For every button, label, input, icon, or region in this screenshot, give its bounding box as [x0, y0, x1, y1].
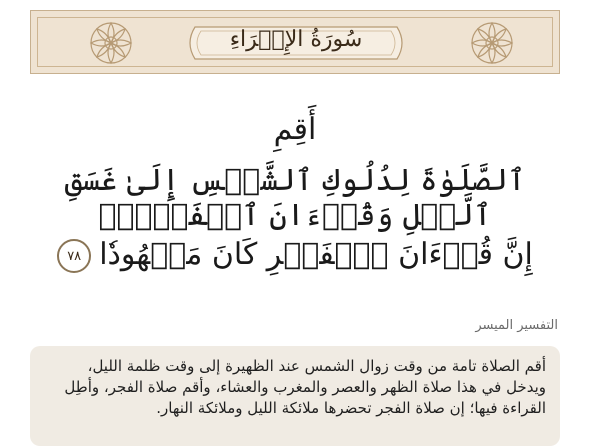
ayah-end-marker-icon: ٧٨	[57, 239, 91, 273]
tafsir-label: التفسير الميسر	[475, 318, 558, 333]
tafsir-text-box	[30, 346, 560, 446]
ornamental-rosette-icon	[88, 20, 134, 66]
verse-line-2[interactable]: ٱلصَّلَوٰةَ لِدُلُوكِ ٱلشَّمۡسِ إِلَىٰ غَسَقِ ٱلَّيۡلِ وَقُرۡءَانَ ٱلۡفَجۡرِۖ	[64, 163, 526, 233]
verse-line-1[interactable]: أَقِمِ	[273, 112, 317, 147]
verse-line-3[interactable]	[30, 237, 560, 273]
verse-line-3-text: إِنَّ قُرۡءَانَ ٱلۡفَجۡرِ كَانَ مَشۡهُودٗا	[99, 237, 533, 272]
tafsir-text: أقم الصلاة تامة من وقت زوال الشمس عند الظهيرة إلى وقت ظلمة الليل، ويدخل في هذا صلاة الظهر والعصر والمغرب والعشاء، وأقم صلاة الفجر، وأطِل القراءة فيها؛ إن صلاة الفجر تحضرها ملائكة الليل وملائكة النهار.	[64, 357, 546, 417]
ornamental-rosette-icon	[469, 20, 515, 66]
surah-header-banner	[30, 10, 560, 74]
surah-title: سُورَةُ الإِسۡرَاءِ	[229, 27, 363, 52]
